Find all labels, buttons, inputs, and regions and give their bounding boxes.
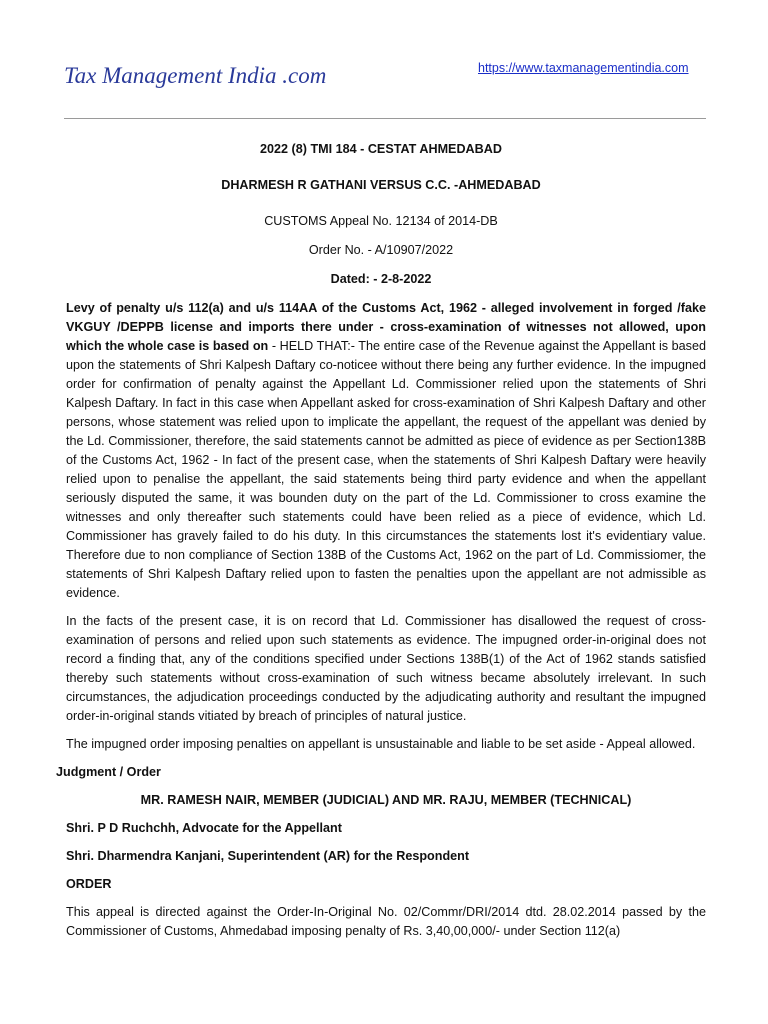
headnote-body: - HELD THAT:- The entire case of the Revenue against the Appellant is based upon the statements of Shri Kalpesh Daftary co-noticee without there being any further evidence. In the impugned order for confirmation of penalty against the Appellant Ld. Commissioner relied upon the statements of Shri Kalpesh Daftary. In fact in this case when Appellant asked for cross-examination of Shri Kalpesh Daftary and other persons, whose statement was relied upon to implicate the appellant, the request of the appellant was denied by the Ld. Commissioner, therefore, the said statements cannot be admitted as piece of evidence as per Section138B of the Customs Act, 1962 - In fact of the present case, when the statements of Shri Kalpesh Daftary were heavily relied upon to penalise the appellant, the said statements being third party evidence and when the appellant seriously disputed the same, it was bounden duty on the part of the Ld. Commissioner to cross examine the witnesses and only thereafter such statements could have been relied as a piece of evidence, which Ld. Commissioner has gravely failed to do his duty. In this circumstances the statements lost it's evidentiary value. Therefore due to non compliance of Section 138B of the Customs Act, 1962 on the part of Ld. Commissiomer, the statements of Shri Kalpesh Daftary relied upon to fasten the penalties upon the appellant are not admissible as evidence.	[66, 339, 706, 600]
bench-members: MR. RAMESH NAIR, MEMBER (JUDICIAL) AND MR. RAJU, MEMBER (TECHNICAL)	[140, 793, 632, 807]
order-date: Dated: - 2-8-2022	[330, 272, 432, 286]
header-divider	[64, 118, 706, 119]
headnote-paragraph-2: In the facts of the present case, it is on record that Ld. Commissioner has disallowed the request of cross-examination of persons and relied upon such statements as evidence. The impugned order-in-original does not record a finding that, any of the conditions specified under Sections 138B(1) of the Act of 1962 stands satisfied thereby such statements without cross-examination of such witness became absolutely irrelevant. In such circumstances, the adjudication proceedings conducted by the adjudicating authority and resultant the impugned order-in-original stands vitiated by breach of principles of natural justice.	[66, 614, 706, 723]
order-paragraph: This appeal is directed against the Order-In-Original No. 02/Commr/DRI/2014 dtd. 28.02.2014 passed by the Commissioner of Customs, Ahmedabad imposing penalty of Rs. 3,40,00,000/- under Section 112(a)	[66, 905, 706, 938]
headnote-paragraph	[66, 299, 706, 603]
order-number: Order No. - A/10907/2022	[308, 243, 454, 257]
headnote-bold-lead: Levy of penalty u/s 112(a) and u/s 114AA of the Customs Act, 1962 - alleged involvement in forged /fake VKGUY /DEPPB license and imports there under - cross-examination of witnesses not allowed, upon which the whole case is based on	[66, 301, 706, 353]
case-citation: 2022 (8) TMI 184 - CESTAT AHMEDABAD	[260, 142, 502, 156]
case-parties: DHARMESH R GATHANI VERSUS C.C. -AHMEDABAD	[221, 178, 541, 192]
judgment-heading: Judgment / Order	[56, 765, 161, 779]
headnote-paragraph-3: The impugned order imposing penalties on appellant is unsustainable and liable to be set aside - Appeal allowed.	[66, 737, 696, 751]
page-header	[0, 0, 768, 120]
site-url-link[interactable]: https://www.taxmanagementindia.com	[478, 61, 689, 75]
respondent-counsel: Shri. Dharmendra Kanjani, Superintendent (AR) for the Respondent	[66, 849, 470, 863]
document-body	[56, 140, 706, 950]
order-heading: ORDER	[66, 877, 112, 891]
appeal-number: CUSTOMS Appeal No. 12134 of 2014-DB	[264, 214, 498, 228]
appellant-counsel: Shri. P D Ruchchh, Advocate for the Appellant	[66, 821, 342, 835]
site-brand-logo: Tax Management India .com	[64, 63, 327, 88]
